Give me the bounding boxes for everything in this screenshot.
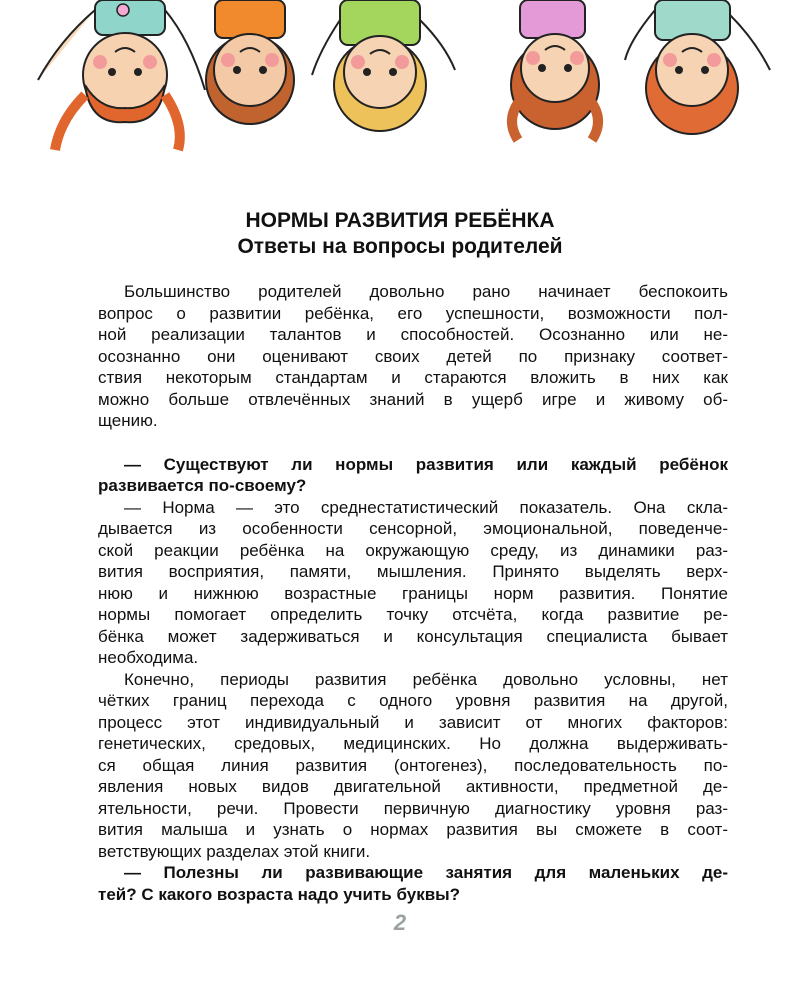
page-subtitle: Ответы на вопросы родителей [237,235,563,258]
text-line: бёнка может задерживаться и консультация специалиста бывает [98,626,728,646]
text-line: осознанно они оценивают своих детей по признаку соответ- [98,346,728,366]
text-line: вития восприятия, памяти, мышления. Принято выделять верх- [98,562,728,581]
text-line: чётких границ перехода с одного уровня развития на другой, [98,691,728,710]
text-line: тей? С какого возраста надо учить буквы? [98,884,461,904]
text-line: — Норма — это среднестатистический показатель. Она скла- [124,497,728,517]
text-line: ветствующих разделах этой книги. [98,841,371,861]
text-line: Конечно, периоды развития ребёнка довольно условны, нет [124,669,728,689]
question-2 [98,862,728,905]
answer-1 [98,497,728,669]
text-line: вопрос о развитии ребёнка, его успешности, возможности пол- [98,303,728,323]
child-girl-pink-overalls [511,0,599,140]
text-line: можно больше отвлечённых знаний в ущерб игре и живому об- [98,389,728,409]
answer-1-continued [98,669,728,863]
text-line: щению. [98,411,158,430]
child-boy-green-shirt [312,0,455,131]
text-line: — Полезны ли развивающие занятия для маленьких де- [124,863,728,882]
text-line: Большинство родителей довольно рано начинает беспокоить [124,282,728,301]
text-line: ствия некоторым стандартам и стараются вложить в них как [98,368,728,387]
child-boy-orange-shirt [206,0,294,124]
text-line: генетических, средовых, медицинских. Но должна выдерживать- [98,734,728,753]
text-line: вития малыша и узнать о нормах развития вы сможете в соот- [98,820,728,839]
page-title: НОРМЫ РАЗВИТИЯ РЕБЁНКА [245,209,555,232]
text-line: процесс этот индивидуальный и зависит от многих факторов: [98,712,728,732]
children-illustration [0,0,800,170]
text-line: — Существуют ли нормы развития или каждый ребёнок [124,454,728,474]
text-line: нормы помогает определить точку отсчёта, когда развитие ре- [98,605,728,624]
text-line: необходима. [98,648,199,667]
text-line: ской реакции ребёнка на окружающую среду, из динамики раз- [98,540,728,560]
question-1 [98,454,728,497]
text-line: явления новых видов двигательной активности, предметной де- [98,777,728,796]
text-line: ятельности, речи. Провести первичную диагностику уровня раз- [98,798,728,818]
text-line: ся общая линия развития (онтогенез), последовательность по- [98,755,728,775]
page-number: 2 [393,910,407,935]
text-line: нюю и нижнюю возрастные границы норм развития. Понятие [98,583,728,603]
intro-paragraph [98,281,728,432]
child-girl-ginger-hair [625,0,770,134]
text-line: дывается из особенности сенсорной, эмоциональной, поведенче- [98,519,728,538]
article-body [98,281,728,905]
text-line: ной реализации талантов и способностей. Осознанно или не- [98,325,728,344]
text-line: развивается по-своему? [98,476,307,495]
child-girl-pigtails [38,0,205,150]
